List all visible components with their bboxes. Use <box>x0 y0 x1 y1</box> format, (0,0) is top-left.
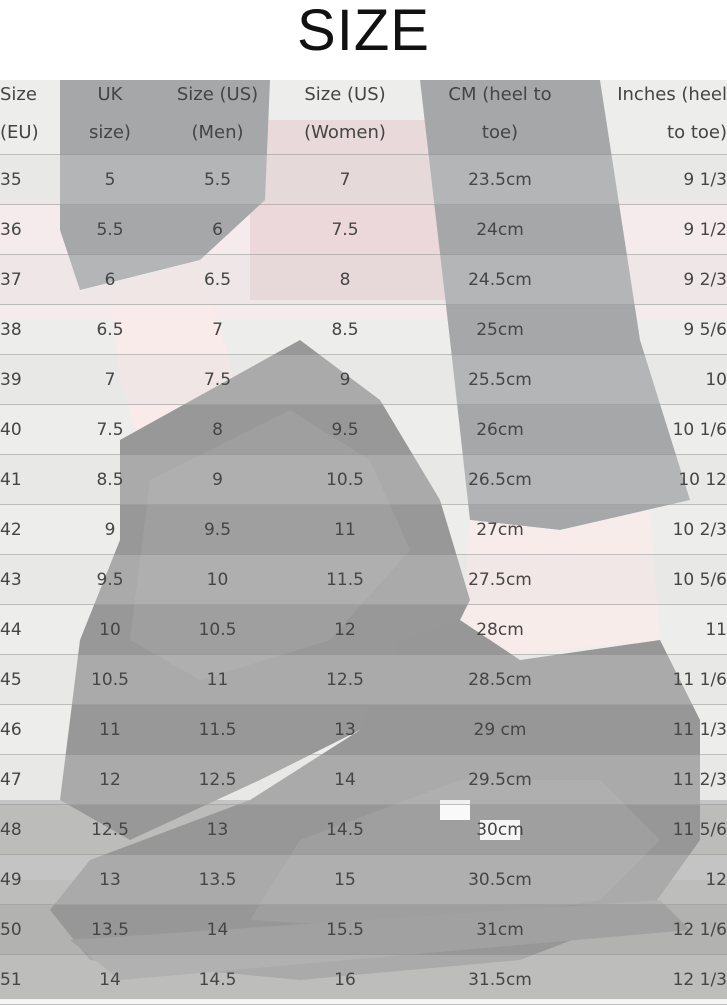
cell-uk-size: 9 <box>50 505 170 555</box>
cell-us-women: 16 <box>265 955 425 1005</box>
cell-us-women: 15 <box>265 855 425 905</box>
cell-size-eu: 38 <box>0 305 50 355</box>
cell-us-women: 12.5 <box>265 655 425 705</box>
cell-us-women: 8 <box>265 255 425 305</box>
cell-uk-size: 6 <box>50 255 170 305</box>
cell-cm: 28cm <box>425 605 575 655</box>
cell-cm: 30.5cm <box>425 855 575 905</box>
cell-size-eu: 44 <box>0 605 50 655</box>
table-row <box>0 755 727 805</box>
cell-inches: 11 <box>575 605 727 655</box>
cell-inches: 11 1/6 <box>575 655 727 705</box>
cell-uk-size: 13 <box>50 855 170 905</box>
cell-us-women: 13 <box>265 705 425 755</box>
cell-inches: 12 <box>575 855 727 905</box>
cell-us-men: 14 <box>170 905 265 955</box>
cell-cm: 23.5cm <box>425 155 575 205</box>
header-us-men: Size (US) (Men) <box>170 74 265 155</box>
cell-size-eu: 42 <box>0 505 50 555</box>
cell-us-men: 13.5 <box>170 855 265 905</box>
cell-us-men: 11 <box>170 655 265 705</box>
header-inches: Inches (heel to toe) <box>575 74 727 155</box>
cell-inches: 10 5/6 <box>575 555 727 605</box>
cell-size-eu: 35 <box>0 155 50 205</box>
cell-size-eu: 51 <box>0 955 50 1005</box>
cell-uk-size: 14 <box>50 955 170 1005</box>
table-row <box>0 255 727 305</box>
cell-uk-size: 12.5 <box>50 805 170 855</box>
header-uk-size: UK size) <box>50 74 170 155</box>
cell-size-eu: 47 <box>0 755 50 805</box>
cell-us-women: 7 <box>265 155 425 205</box>
cell-cm: 29.5cm <box>425 755 575 805</box>
table-header-row <box>0 74 727 155</box>
cell-cm: 25.5cm <box>425 355 575 405</box>
cell-inches: 9 2/3 <box>575 255 727 305</box>
table-row <box>0 655 727 705</box>
cell-cm: 26.5cm <box>425 455 575 505</box>
cell-cm: 26cm <box>425 405 575 455</box>
cell-inches: 10 1/6 <box>575 405 727 455</box>
cell-us-women: 10.5 <box>265 455 425 505</box>
cell-size-eu: 40 <box>0 405 50 455</box>
cell-cm: 29 cm <box>425 705 575 755</box>
cell-cm: 27.5cm <box>425 555 575 605</box>
cell-inches: 9 5/6 <box>575 305 727 355</box>
cell-cm: 30cm <box>425 805 575 855</box>
cell-inches: 9 1/2 <box>575 205 727 255</box>
cell-cm: 24cm <box>425 205 575 255</box>
cell-uk-size: 9.5 <box>50 555 170 605</box>
table-row <box>0 905 727 955</box>
table-row <box>0 205 727 255</box>
table-row <box>0 305 727 355</box>
cell-cm: 31.5cm <box>425 955 575 1005</box>
table-row <box>0 405 727 455</box>
cell-size-eu: 36 <box>0 205 50 255</box>
cell-uk-size: 5 <box>50 155 170 205</box>
cell-cm: 31cm <box>425 905 575 955</box>
cell-inches: 11 1/3 <box>575 705 727 755</box>
cell-us-men: 7 <box>170 305 265 355</box>
cell-uk-size: 10 <box>50 605 170 655</box>
cell-inches: 11 5/6 <box>575 805 727 855</box>
cell-us-men: 7.5 <box>170 355 265 405</box>
cell-us-men: 8 <box>170 405 265 455</box>
cell-us-men: 9 <box>170 455 265 505</box>
cell-uk-size: 7.5 <box>50 405 170 455</box>
cell-size-eu: 43 <box>0 555 50 605</box>
cell-inches: 12 1/3 <box>575 955 727 1005</box>
cell-uk-size: 12 <box>50 755 170 805</box>
cell-size-eu: 50 <box>0 905 50 955</box>
cell-size-eu: 48 <box>0 805 50 855</box>
table-row <box>0 355 727 405</box>
cell-uk-size: 8.5 <box>50 455 170 505</box>
cell-cm: 24.5cm <box>425 255 575 305</box>
cell-us-men: 10 <box>170 555 265 605</box>
table-row <box>0 555 727 605</box>
table-row <box>0 855 727 905</box>
cell-size-eu: 37 <box>0 255 50 305</box>
cell-us-men: 10.5 <box>170 605 265 655</box>
table-row <box>0 705 727 755</box>
cell-us-men: 5.5 <box>170 155 265 205</box>
cell-us-women: 12 <box>265 605 425 655</box>
cell-inches: 12 1/6 <box>575 905 727 955</box>
cell-us-women: 11.5 <box>265 555 425 605</box>
table-row <box>0 955 727 1005</box>
cell-us-women: 8.5 <box>265 305 425 355</box>
cell-cm: 28.5cm <box>425 655 575 705</box>
cell-inches: 10 <box>575 355 727 405</box>
cell-us-women: 14.5 <box>265 805 425 855</box>
cell-size-eu: 39 <box>0 355 50 405</box>
cell-cm: 27cm <box>425 505 575 555</box>
table-row <box>0 455 727 505</box>
cell-size-eu: 49 <box>0 855 50 905</box>
cell-us-men: 6 <box>170 205 265 255</box>
cell-us-men: 12.5 <box>170 755 265 805</box>
cell-inches: 9 1/3 <box>575 155 727 205</box>
table-row <box>0 505 727 555</box>
cell-uk-size: 6.5 <box>50 305 170 355</box>
cell-uk-size: 10.5 <box>50 655 170 705</box>
table-row <box>0 155 727 205</box>
cell-us-men: 6.5 <box>170 255 265 305</box>
cell-us-women: 7.5 <box>265 205 425 255</box>
cell-inches: 10 2/3 <box>575 505 727 555</box>
header-cm: CM (heel to toe) <box>425 74 575 155</box>
cell-uk-size: 7 <box>50 355 170 405</box>
cell-inches: 10 12 <box>575 455 727 505</box>
cell-uk-size: 13.5 <box>50 905 170 955</box>
cell-cm: 25cm <box>425 305 575 355</box>
cell-us-men: 13 <box>170 805 265 855</box>
cell-us-women: 15.5 <box>265 905 425 955</box>
cell-size-eu: 45 <box>0 655 50 705</box>
cell-us-women: 9 <box>265 355 425 405</box>
cell-us-women: 11 <box>265 505 425 555</box>
cell-us-men: 14.5 <box>170 955 265 1005</box>
cell-uk-size: 5.5 <box>50 205 170 255</box>
cell-us-men: 9.5 <box>170 505 265 555</box>
cell-size-eu: 41 <box>0 455 50 505</box>
page-title: SIZE <box>297 0 430 63</box>
header-size-eu: Size (EU) <box>0 74 50 155</box>
header-us-women: Size (US) (Women) <box>265 74 425 155</box>
cell-inches: 11 2/3 <box>575 755 727 805</box>
table-row <box>0 805 727 855</box>
cell-uk-size: 11 <box>50 705 170 755</box>
cell-us-women: 14 <box>265 755 425 805</box>
cell-us-men: 11.5 <box>170 705 265 755</box>
size-chart-table <box>0 74 727 1005</box>
cell-us-women: 9.5 <box>265 405 425 455</box>
table-row <box>0 605 727 655</box>
cell-size-eu: 46 <box>0 705 50 755</box>
